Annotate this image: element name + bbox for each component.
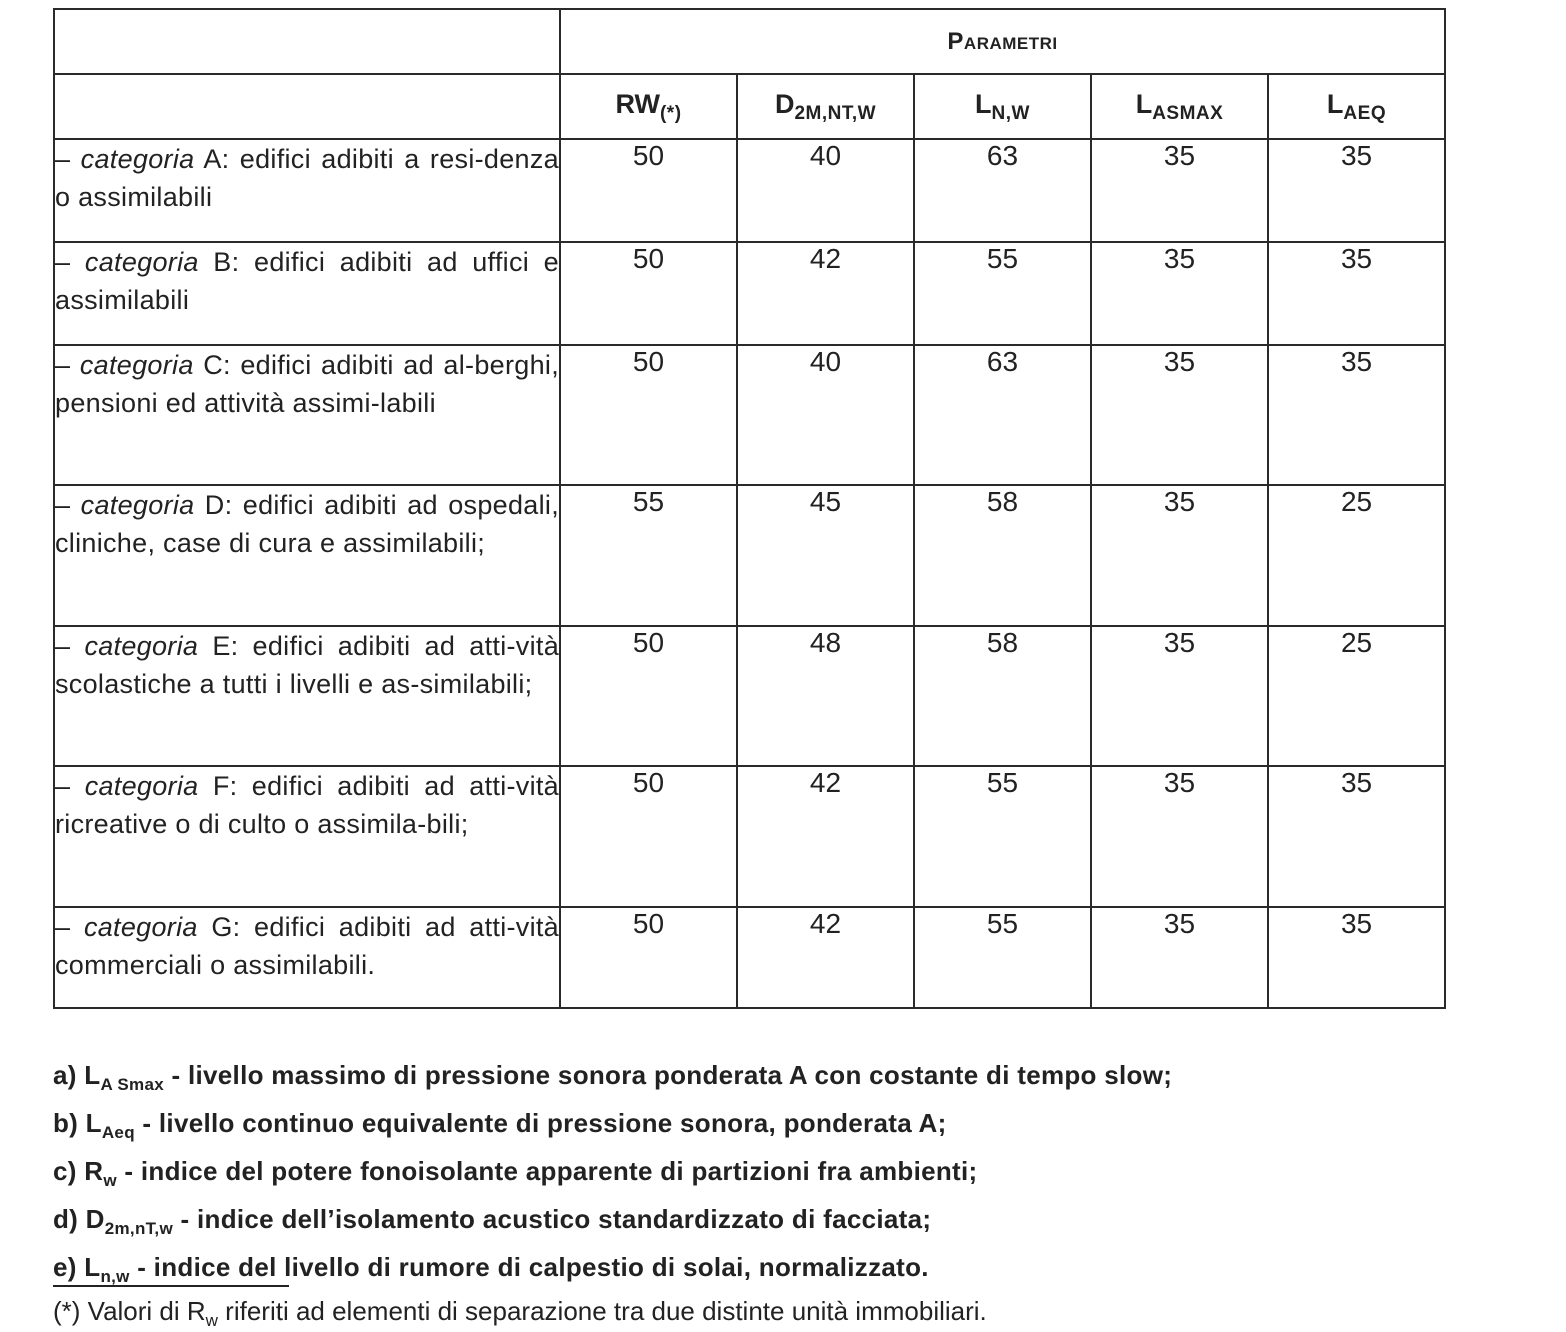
value-cell: 35 <box>1091 139 1268 242</box>
value-cell: 58 <box>914 626 1091 766</box>
footnote: (*) Valori di $R_w$ riferiti ad elementi di separazione tra due distinte unità immobiliari. <box>53 1296 987 1330</box>
parametri-header: Parametri <box>560 9 1445 74</box>
category-cell: – categoria C: edifici adibiti ad al-berghi, pensioni ed attività assimi-labili <box>54 345 560 485</box>
category-cell: – categoria G: edifici adibiti ad atti-vità commerciali o assimilabili. <box>54 907 560 1008</box>
value-cell: 55 <box>914 907 1091 1008</box>
legend <box>53 1056 1172 1296</box>
empty-corner-cell <box>54 9 560 74</box>
value-cell: 55 <box>560 485 737 626</box>
column-header-d2mntw: $D_{2M,NT,W}$ <box>737 74 914 139</box>
footnote-divider <box>53 1285 289 1287</box>
table-row <box>54 139 1445 242</box>
column-header-laeq: $L_{AEQ}$ <box>1268 74 1445 139</box>
legend-item: d) $D_{2m,nT,w}$ - indice dell’isolamento acustico standardizzato di facciata; <box>53 1204 932 1238</box>
column-header-lnw: $L_{N,W}$ <box>914 74 1091 139</box>
value-cell: 35 <box>1091 626 1268 766</box>
value-cell: 63 <box>914 345 1091 485</box>
value-cell: 50 <box>560 626 737 766</box>
value-cell: 63 <box>914 139 1091 242</box>
value-cell: 25 <box>1268 485 1445 626</box>
table-row <box>54 907 1445 1008</box>
value-cell: 40 <box>737 345 914 485</box>
value-cell: 35 <box>1091 907 1268 1008</box>
legend-item: c) $R_w$ - indice del potere fonoisolante apparente di partizioni fra ambienti; <box>53 1156 978 1190</box>
value-cell: 25 <box>1268 626 1445 766</box>
table-row <box>54 766 1445 907</box>
value-cell: 35 <box>1091 766 1268 907</box>
category-cell: – categoria B: edifici adibiti ad uffici e assimilabili <box>54 242 560 345</box>
value-cell: 55 <box>914 766 1091 907</box>
group-header-row <box>54 9 1445 74</box>
legend-item: a) $L_{A Smax}$ - livello massimo di pressione sonora ponderata A con costante di tempo slow; <box>53 1060 1173 1094</box>
column-header-lasmax: $L_{ASMAX}$ <box>1091 74 1268 139</box>
category-cell: – categoria D: edifici adibiti ad ospedali, cliniche, case di cura e assimilabili; <box>54 485 560 626</box>
table-row <box>54 626 1445 766</box>
legend-item: b) $L_{Aeq}$ - livello continuo equivalente di pressione sonora, ponderata A; <box>53 1108 947 1142</box>
empty-header-cell <box>54 74 560 139</box>
value-cell: 40 <box>737 139 914 242</box>
value-cell: 50 <box>560 766 737 907</box>
value-cell: 35 <box>1268 766 1445 907</box>
value-cell: 35 <box>1268 345 1445 485</box>
table-row <box>54 345 1445 485</box>
value-cell: 50 <box>560 242 737 345</box>
value-cell: 58 <box>914 485 1091 626</box>
value-cell: 35 <box>1091 242 1268 345</box>
value-cell: 35 <box>1091 345 1268 485</box>
value-cell: 35 <box>1268 242 1445 345</box>
value-cell: 50 <box>560 139 737 242</box>
column-header-row <box>54 74 1445 139</box>
table-row <box>54 242 1445 345</box>
value-cell: 42 <box>737 242 914 345</box>
column-header-rw: $RW_{(*)}$ <box>560 74 737 139</box>
value-cell: 42 <box>737 907 914 1008</box>
value-cell: 50 <box>560 345 737 485</box>
value-cell: 45 <box>737 485 914 626</box>
value-cell: 35 <box>1268 139 1445 242</box>
category-cell: – categoria E: edifici adibiti ad atti-vità scolastiche a tutti i livelli e as-similabili; <box>54 626 560 766</box>
value-cell: 35 <box>1091 485 1268 626</box>
category-cell: – categoria F: edifici adibiti ad atti-vità ricreative o di culto o assimila-bili; <box>54 766 560 907</box>
legend-item: e) $L_{n,w}$ - indice del livello di rumore di calpestio di solai, normalizzato. <box>53 1252 929 1286</box>
value-cell: 50 <box>560 907 737 1008</box>
value-cell: 35 <box>1268 907 1445 1008</box>
category-cell: – categoria A: edifici adibiti a resi-denza o assimilabili <box>54 139 560 242</box>
value-cell: 42 <box>737 766 914 907</box>
parameters-table <box>53 8 1446 1009</box>
value-cell: 55 <box>914 242 1091 345</box>
table-row <box>54 485 1445 626</box>
value-cell: 48 <box>737 626 914 766</box>
